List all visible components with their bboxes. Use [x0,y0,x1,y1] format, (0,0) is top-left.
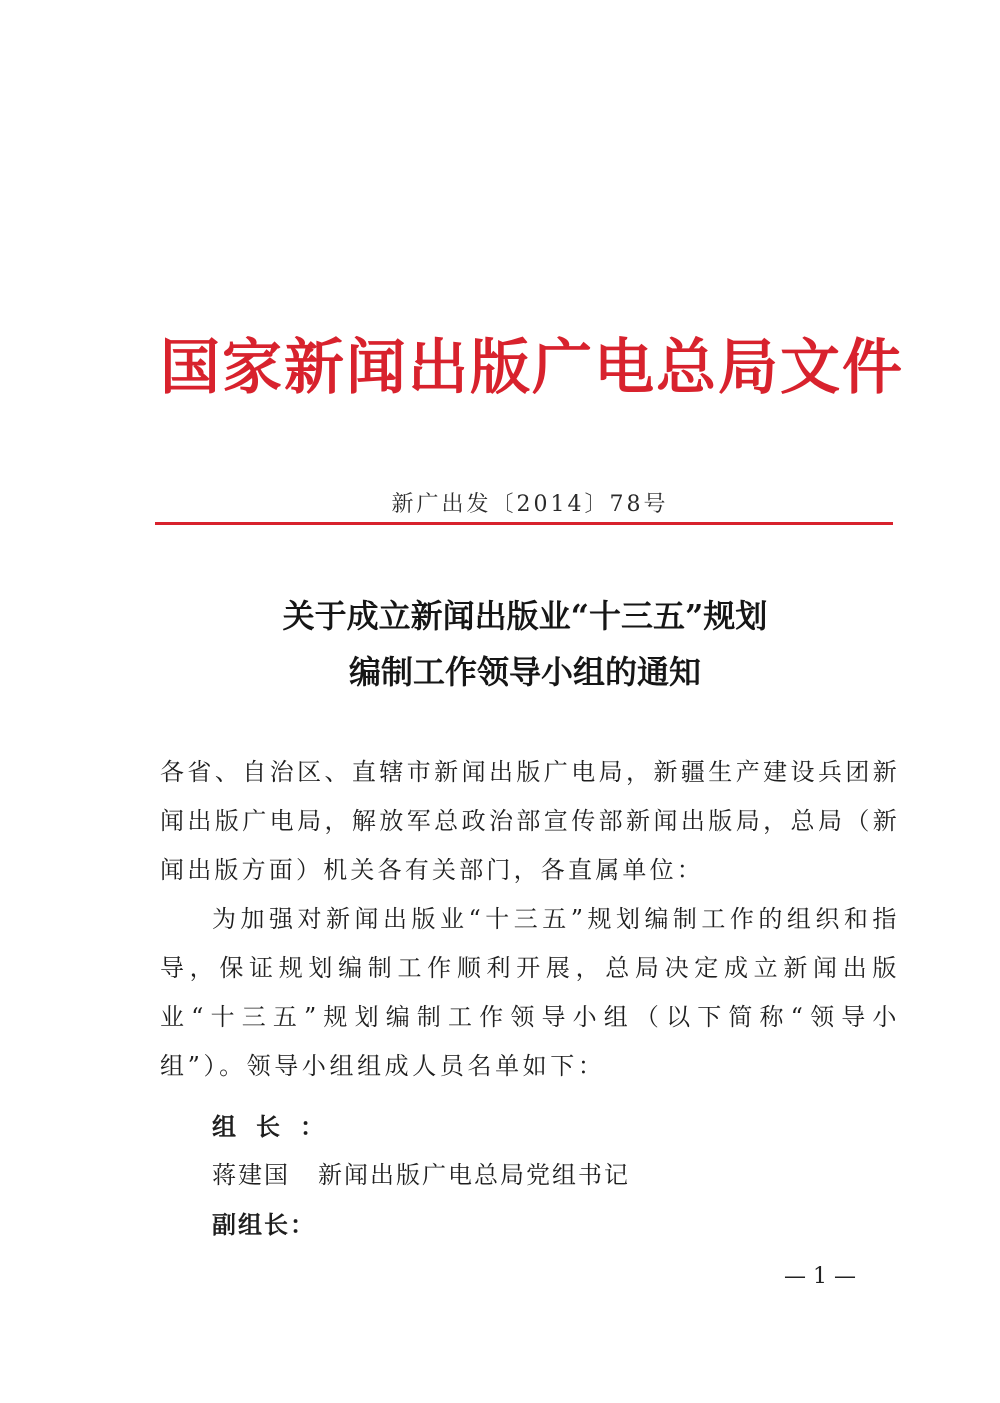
notice-title [160,588,890,700]
leader-name: 蒋建国 [212,1161,290,1189]
addressees-paragraph: 各省、自治区、直辖市新闻出版广电局，新疆生产建设兵团新闻出版广电局，解放军总政治部宣传部新闻出版局，总局（新闻出版方面）机关各有关部门，各直属单位： [160,758,900,884]
member-list [212,1102,892,1249]
document-number: 新广出发〔2014〕78号 [391,492,669,517]
notice-title-line-1: 关于成立新闻出版业“十三五”规划 [282,597,768,635]
leader-position: 新闻出版广电总局党组书记 [318,1161,630,1189]
document-header-title: 国家新闻出版广电总局文件 [160,333,904,403]
body-paragraph-1: 为加强对新闻出版业“十三五”规划编制工作的组织和指导，保证规划编制工作顺利开展，总局决定成立新闻出版业“十三五”规划编制工作领导小组（以下简称“领导小组”）。领导小组组成人员名单如下： [160,905,900,1080]
deputy-role-label: 副组长： [212,1210,316,1239]
notice-body [160,748,900,1091]
header-divider [155,522,893,525]
notice-title-line-2: 编制工作领导小组的通知 [348,653,701,691]
page-number: — 1 — [784,1264,856,1289]
leader-role-label: 组长： [212,1112,344,1141]
leader-entry [212,1151,892,1200]
